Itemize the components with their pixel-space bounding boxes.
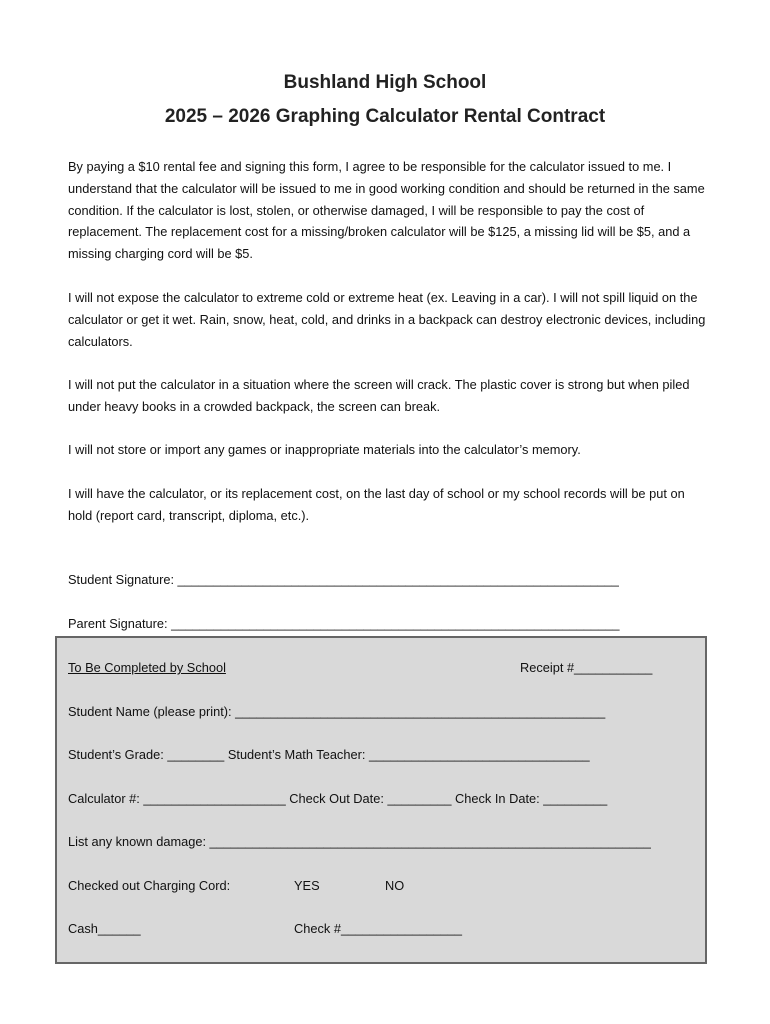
paragraph-responsibility: By paying a $10 rental fee and signing this form, I agree to be responsible for the calculator issued to me. I understand that the calculator will be issued to me in good working condition and should be returned in the same condition. If the calculator is lost, stolen, or otherwise damaged, I will be responsible to pay the cost of replacement. The replacement cost for a missing/broken calculator will be $125, a missing lid will be $5, and a missing charging cord will be $5. <box>68 159 705 262</box>
school-use-box <box>55 636 707 964</box>
paragraph-screen: I will not put the calculator in a situation where the screen will crack. The plastic cover is strong but when piled under heavy books in a crowded backpack, the screen can break. <box>68 377 690 414</box>
grade-teacher-field[interactable]: Student’s Grade: ________ Student’s Math Teacher: _______________________________ <box>68 747 590 762</box>
paragraph-temperature: I will not expose the calculator to extreme cold or extreme heat (ex. Leaving in a car). I will not spill liquid on the calculator or get it wet. Rain, snow, heat, cold, and drinks in a backpack can destroy electronic devices, including calculators. <box>68 290 706 349</box>
student-signature-line[interactable]: Student Signature: ______________________________________________________________ <box>68 572 619 587</box>
page-title-school: Bushland High School <box>283 72 487 93</box>
paragraph-games: I will not store or import any games or inappropriate materials into the calculator’s memory. <box>68 442 581 457</box>
cash-field[interactable]: Cash______ <box>68 921 141 936</box>
paragraph-return: I will have the calculator, or its replacement cost, on the last day of school or my school records will be put on hold (report card, transcript, diploma, etc.). <box>68 486 685 523</box>
cord-yes-option[interactable]: YES <box>294 878 320 893</box>
known-damage-field[interactable]: List any known damage: ______________________________________________________________ <box>68 834 651 849</box>
cord-no-option[interactable]: NO <box>385 878 405 893</box>
student-name-field[interactable]: Student Name (please print): ____________________________________________________ <box>68 704 606 719</box>
school-section-heading: To Be Completed by School <box>68 660 226 675</box>
check-number-field[interactable]: Check #_________________ <box>294 921 462 936</box>
receipt-number-field[interactable]: Receipt #___________ <box>520 660 653 675</box>
calculator-dates-field[interactable]: Calculator #: ____________________ Check Out Date: _________ Check In Date: _________ <box>68 791 608 806</box>
charging-cord-label: Checked out Charging Cord: <box>68 878 231 893</box>
page-title-contract: 2025 – 2026 Graphing Calculator Rental Contract <box>164 106 606 127</box>
parent-signature-line[interactable]: Parent Signature: _______________________________________________________________ <box>68 616 620 631</box>
